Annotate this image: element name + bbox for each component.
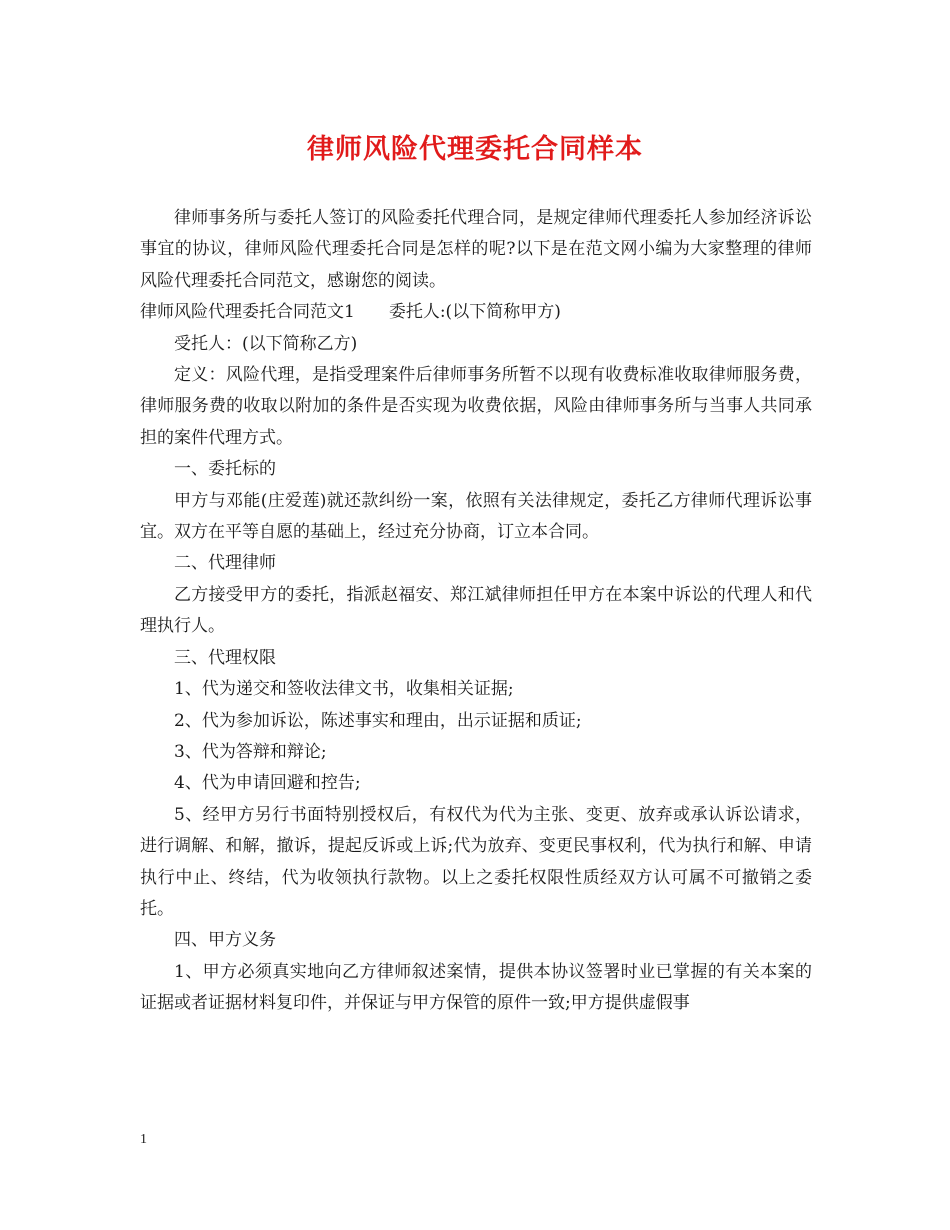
agent-line: 受托人：(以下简称乙方) (174, 333, 358, 354)
sample-heading-line (140, 297, 812, 328)
document-title: 律师风险代理委托合同样本 (307, 134, 643, 165)
section-3-item: 2、代为参加诉讼，陈述事实和理由，出示证据和质证; (174, 710, 582, 731)
section-3-item: 5、经甲方另行书面特别授权后，有权代为代为主张、变更、放弃或承认诉讼请求，进行调解、和解，撤诉，提起反诉或上诉;代为放弃、变更民事权利，代为执行和解、申请执行中止、终结，代为收领执行款物。以上之委托权限性质经双方认可属不可撤销之委托。 (140, 804, 812, 919)
client-line: 委托人:(以下简称甲方) (388, 302, 561, 323)
section-2-body: 乙方接受甲方的委托，指派赵福安、郑江斌律师担任甲方在本案中诉讼的代理人和代理执行人。 (140, 584, 812, 637)
sample-heading: 律师风险代理委托合同范文1 (140, 302, 355, 323)
section-3-item: 1、代为递交和签收法律文书，收集相关证据; (174, 679, 514, 700)
section-3-item: 3、代为答辩和辩论; (174, 741, 327, 762)
section-3-item: 4、代为申请回避和控告; (174, 773, 361, 794)
section-2-heading: 二、代理律师 (174, 553, 276, 574)
section-4-heading: 四、甲方义务 (174, 930, 276, 951)
section-1-body: 甲方与邓能(庄爱莲)就还款纠纷一案，依照有关法律规定，委托乙方律师代理诉讼事宜。双方在平等自愿的基础上，经过充分协商，订立本合同。 (140, 490, 812, 543)
page-number: 1 (140, 1132, 147, 1147)
document-body (140, 203, 812, 1020)
section-1-heading: 一、委托标的 (174, 459, 276, 480)
section-3-heading: 三、代理权限 (174, 647, 276, 668)
definition-paragraph: 定义：风险代理，是指受理案件后律师事务所暂不以现有收费标准收取律师服务费，律师服务费的收取以附加的条件是否实现为收费依据，风险由律师事务所与当事人共同承担的案件代理方式。 (140, 365, 812, 448)
intro-paragraph: 律师事务所与委托人签订的风险委托代理合同，是规定律师代理委托人参加经济诉讼事宜的协议，律师风险代理委托合同是怎样的呢?以下是在范文网小编为大家整理的律师风险代理委托合同范文，感谢您的阅读。 (140, 208, 812, 291)
section-4-item: 1、甲方必须真实地向乙方律师叙述案情，提供本协议签署时业已掌握的有关本案的证据或者证据材料复印件，并保证与甲方保管的原件一致;甲方提供虚假事 (140, 961, 812, 1014)
